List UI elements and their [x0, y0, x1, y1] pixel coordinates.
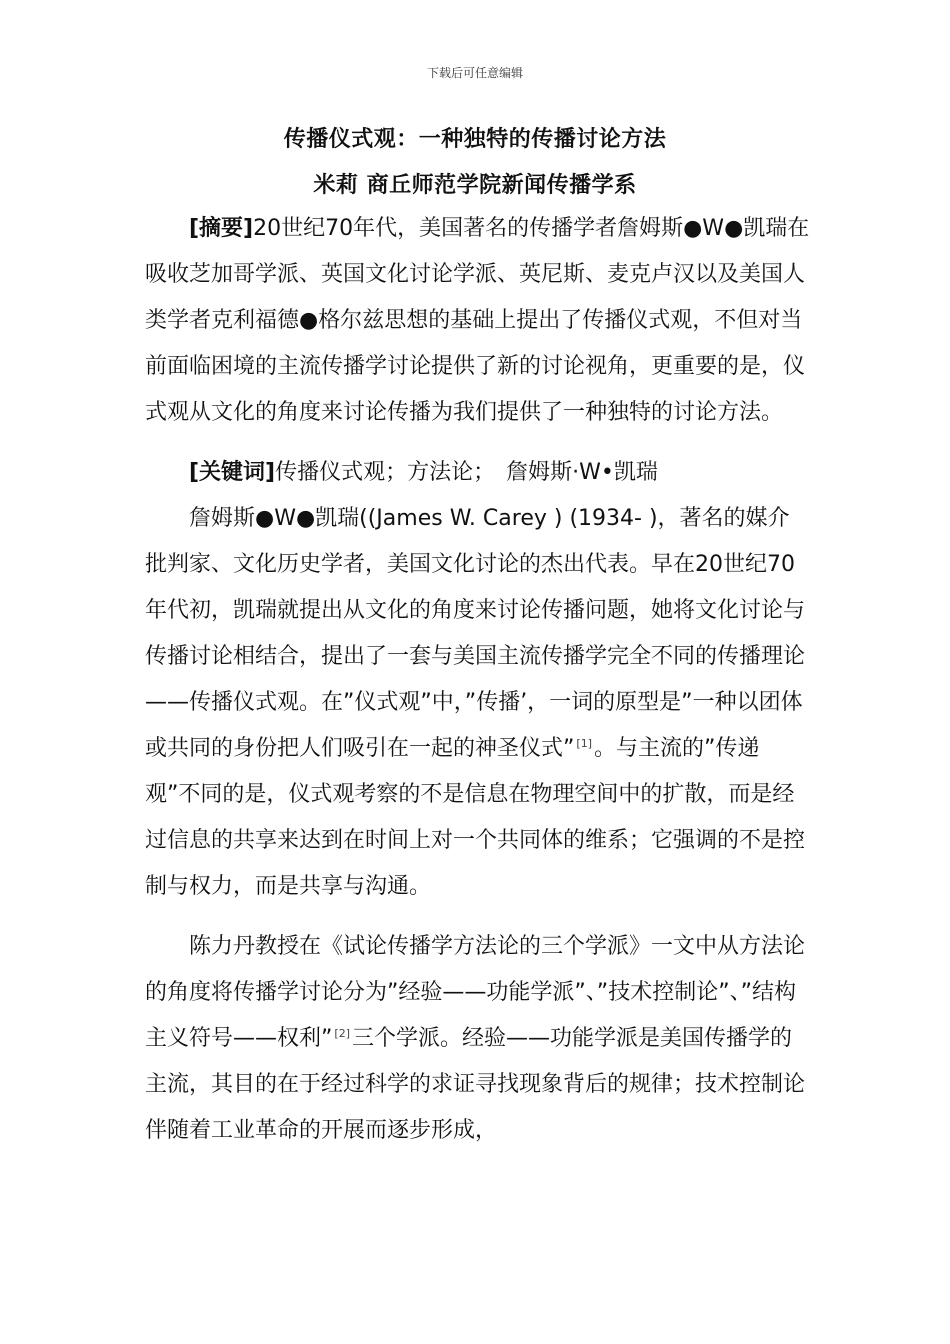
paragraph-2-text-a: 陈力丹教授在《试论传播学方法论的三个学派》一文中从方法论的角度将传播学讨论分为”经验——功能学派”、”技术控制论”、”结构主义符号——权利” — [145, 934, 806, 1051]
paragraph-1-text-b: 。与主流的”传递观”不同的是，仪式观考察的不是信息在物理空间中的扩散，而是经过信息的共享来达到在时间上对一个共同体的维系；它强调的不是控制与权力，而是共享与沟通。 — [145, 736, 806, 899]
paragraph-1-text-a: 詹姆斯●W●凯瑞((James W. Carey ) (1934- )，著名的媒介批判家、文化历史学者，美国文化讨论的杰出代表。早在20世纪70年代初，凯瑞就提出从文化的角度来讨论传播问题，她将文化讨论与传播讨论相结合，提出了一套与美国主流传播学完全不同的传播理论——传播仪式观。在”仪式观”中，”传播’，一词的原型是”一种以团体或共同的身份把人们吸引在一起的神圣仪式” — [145, 506, 806, 761]
citation-2: [2] — [334, 1026, 350, 1040]
document-body — [145, 206, 811, 1154]
abstract-text: 20世纪70年代，美国著名的传播学者詹姆斯●W●凯瑞在吸收芝加哥学派、英国文化讨论学派、英尼斯、麦克卢汉以及美国人类学者克利福德●格尔兹思想的基础上提出了传播仪式观，不但对当前面临困境的主流传播学讨论提供了新的讨论视角，更重要的是，仪式观从文化的角度来讨论传播为我们提供了一种独特的讨论方法。 — [145, 216, 810, 425]
abstract-paragraph — [145, 206, 811, 436]
citation-1: [1] — [576, 736, 592, 750]
keywords-text: 传播仪式观；方法论； 詹姆斯·W•凯瑞 — [275, 460, 658, 485]
body-paragraph-1 — [145, 496, 811, 910]
keywords-label: [关键词] — [189, 460, 276, 485]
document-title: 传播仪式观：一种独特的传播讨论方法 — [283, 127, 667, 152]
abstract-label: [摘要] — [189, 216, 254, 241]
author-affiliation: 米莉 商丘师范学院新闻传播学系 — [313, 173, 637, 198]
page-header-note: 下载后可任意编辑 — [426, 66, 523, 80]
paragraph-2-text-b: 三个学派。经验——功能学派是美国传播学的主流，其目的在于经过科学的求证寻找现象背后的规律；技术控制论伴随着工业革命的开展而逐步形成， — [145, 1026, 806, 1143]
body-paragraph-2 — [145, 924, 811, 1154]
keywords-paragraph — [145, 450, 811, 496]
